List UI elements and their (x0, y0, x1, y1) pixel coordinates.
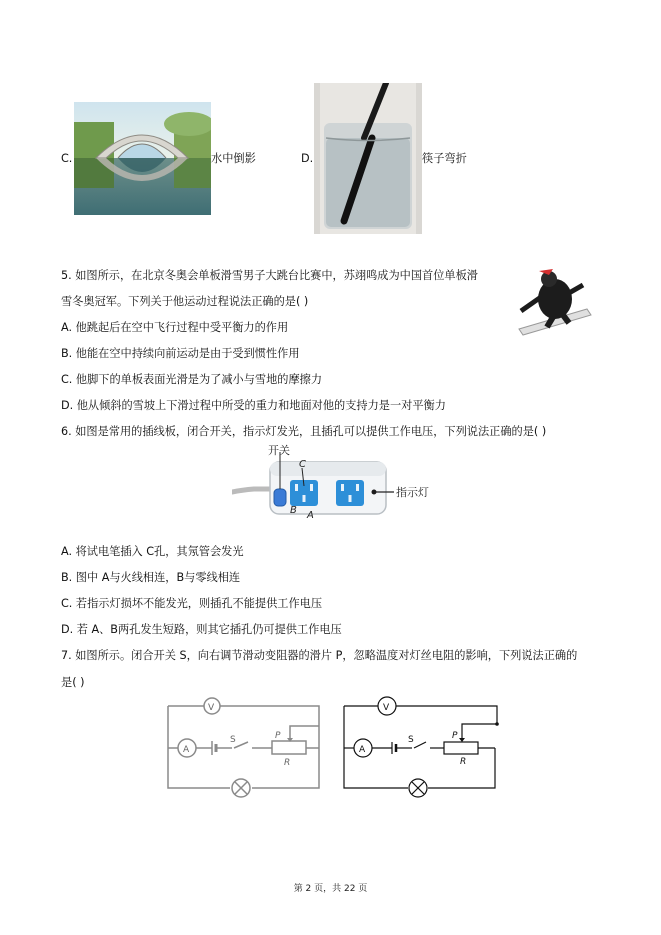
circuit-diagram-right (340, 696, 502, 800)
ammeter-right-label: A (359, 745, 366, 755)
q6-option-d: D. 若 A、B两孔发生短路，则其它插孔仍可提供工作电压 (61, 623, 342, 636)
indicator-label: 指示灯 (396, 486, 429, 499)
page-footer: 第 2 页，共 22 页 (293, 884, 368, 894)
q5-option-c: C. 他脚下的单板表面光滑是为了减小与雪地的摩擦力 (61, 373, 323, 386)
q5-option-a: A. 他跳起后在空中飞行过程中受平衡力的作用 (61, 321, 289, 334)
ammeter-left-label: A (183, 745, 190, 755)
voltmeter-right-label: V (383, 703, 390, 713)
option-c-letter: C. (61, 152, 73, 165)
option-d-caption: 筷子弯折 (422, 152, 467, 165)
q7-stem-line1: 7. 如图所示。闭合开关 S，向右调节滑动变阻器的滑片 P，忽略温度对灯丝电阻的影响，下列说法正确的 (61, 649, 578, 662)
q6-option-a: A. 将试电笔插入 C孔，其氖管会发光 (61, 545, 244, 558)
snowboarder-image (513, 265, 593, 337)
option-c-caption: 水中倒影 (211, 152, 256, 165)
rheostat-r-left-label: R (284, 758, 291, 768)
switch-label: 开关 (268, 444, 290, 457)
q5-stem-line2: 雪冬奥冠军。下列关于他运动过程说法正确的是( ) (61, 295, 309, 308)
q7-stem-line2: 是( ) (61, 676, 85, 689)
slider-p-right-label: P (452, 731, 458, 741)
hole-c-label: C (299, 459, 306, 470)
voltmeter-left-label: V (208, 703, 215, 713)
circuit-diagram-left (164, 696, 324, 800)
q6-option-c: C. 若指示灯损坏不能发光，则插孔不能提供工作电压 (61, 597, 323, 610)
bridge-photo (74, 102, 211, 215)
q6-stem: 6. 如图是常用的插线板，闭合开关，指示灯发光，且插孔可以提供工作电压，下列说法正确的是( ) (61, 425, 547, 438)
power-strip-figure (232, 440, 442, 522)
rheostat-r-right-label: R (460, 757, 467, 767)
hole-b-label: B (290, 505, 297, 516)
q6-option-b: B. 图中 A与火线相连，B与零线相连 (61, 571, 241, 584)
hole-a-label: A (307, 510, 314, 521)
q5-option-b: B. 他能在空中持续向前运动是由于受到惯性作用 (61, 347, 300, 360)
q5-option-d: D. 他从倾斜的雪坡上下滑过程中所受的重力和地面对他的支持力是一对平衡力 (61, 399, 446, 412)
option-d-letter: D. (301, 152, 314, 165)
chopstick-glass-photo (314, 83, 422, 234)
slider-p-left-label: P (275, 731, 281, 741)
q5-stem-line1: 5. 如图所示，在北京冬奥会单板滑雪男子大跳台比赛中，苏翊鸣成为中国首位单板滑 (61, 269, 478, 282)
switch-s-right-label: S (408, 735, 414, 745)
switch-s-left-label: S (230, 735, 236, 745)
